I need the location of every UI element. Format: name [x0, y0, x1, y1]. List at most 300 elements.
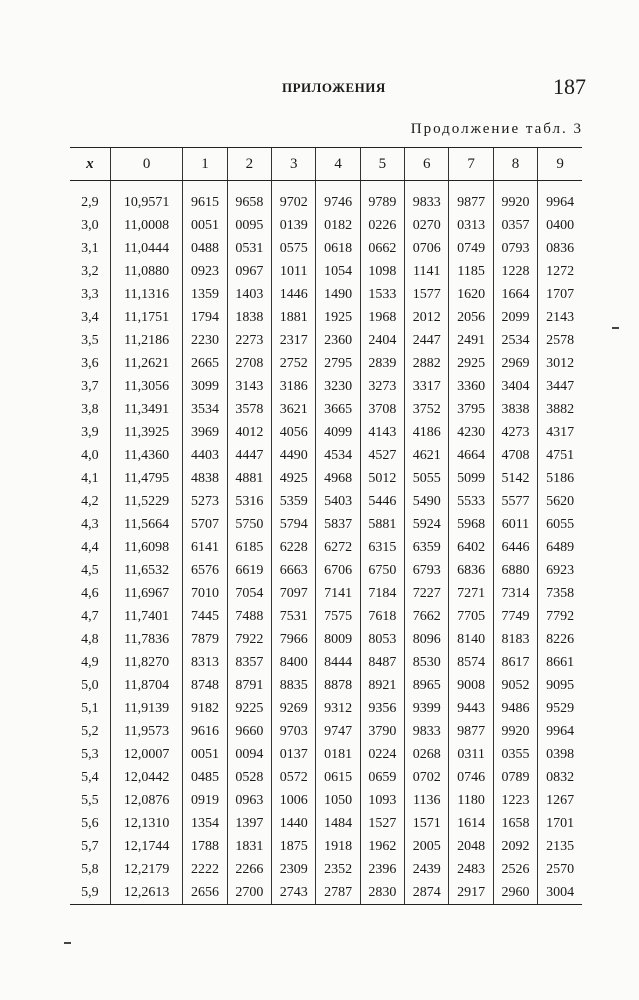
row-x-value: 5,0 [81, 677, 99, 693]
table-cell: 2135 [538, 835, 582, 858]
table-cell: 0702 [405, 766, 449, 789]
table-cell: 8530 [405, 651, 449, 674]
column-header: 6 [405, 148, 449, 181]
table-cell: 7792 [538, 605, 582, 628]
table-cell: 1794 [183, 306, 227, 329]
table-cell: 5577 [493, 490, 537, 513]
table-row [70, 444, 582, 467]
table-cell: 3186 [272, 375, 316, 398]
table-cell: 2012 [405, 306, 449, 329]
table-row [70, 628, 582, 651]
table-cell: 2309 [272, 858, 316, 881]
table-cell: 2795 [316, 352, 360, 375]
table-cell: 4273 [493, 421, 537, 444]
table-cell: 6836 [449, 559, 493, 582]
table-cell: 11,2621 [110, 352, 183, 375]
table-cell: 1658 [493, 812, 537, 835]
table-cell: 1831 [227, 835, 271, 858]
table-cell: 4186 [405, 421, 449, 444]
table-cell: 5968 [449, 513, 493, 536]
table-cell: 0575 [272, 237, 316, 260]
table-cell: 8313 [183, 651, 227, 674]
table-header-row [70, 148, 582, 181]
table-cell: 2917 [449, 881, 493, 905]
row-x-value: 3,0 [81, 217, 99, 233]
row-x-value: 4,8 [81, 631, 99, 647]
table-cell: 5186 [538, 467, 582, 490]
row-x-value: 4,5 [81, 562, 99, 578]
table-row [70, 536, 582, 559]
table-cell: 9877 [449, 181, 493, 215]
table-cell: 10,9571 [110, 181, 183, 215]
row-x-value: 4,4 [81, 539, 99, 555]
table-cell: 4447 [227, 444, 271, 467]
table-cell: 1527 [360, 812, 404, 835]
row-x-value: 5,6 [81, 815, 99, 831]
table-cell: 0789 [493, 766, 537, 789]
table-cell: 3969 [183, 421, 227, 444]
table-cell: 7488 [227, 605, 271, 628]
row-x-value: 5,9 [70, 881, 110, 905]
table-cell: 5924 [405, 513, 449, 536]
table-cell: 8009 [316, 628, 360, 651]
row-x-value: 4,0 [81, 447, 99, 463]
table-cell: 2266 [227, 858, 271, 881]
table-cell: 11,0880 [110, 260, 183, 283]
table-cell: 3882 [538, 398, 582, 421]
table-cell: 5707 [183, 513, 227, 536]
table-cell: 11,9139 [110, 697, 183, 720]
table-cell: 9529 [538, 697, 582, 720]
row-x-value: 3,3 [81, 286, 99, 302]
table-row [70, 260, 582, 283]
column-header: 4 [316, 148, 360, 181]
column-header: 3 [272, 148, 316, 181]
table-cell: 0572 [272, 766, 316, 789]
table-cell: 11,6967 [110, 582, 183, 605]
row-x-value: 5,8 [81, 861, 99, 877]
table-cell: 1185 [449, 260, 493, 283]
table-row [70, 181, 582, 215]
table-cell: 11,2186 [110, 329, 183, 352]
table-cell: 8487 [360, 651, 404, 674]
table-cell: 0313 [449, 214, 493, 237]
table-cell: 2222 [183, 858, 227, 881]
table-cell: 2578 [538, 329, 582, 352]
table-cell: 7314 [493, 582, 537, 605]
table-cell: 9008 [449, 674, 493, 697]
table-cell: 8226 [538, 628, 582, 651]
table-cell: 7749 [493, 605, 537, 628]
table-cell: 6185 [227, 536, 271, 559]
table-cell: 6272 [316, 536, 360, 559]
table-cell: 8617 [493, 651, 537, 674]
table-cell: 2447 [405, 329, 449, 352]
table-cell: 6228 [272, 536, 316, 559]
table-cell: 9182 [183, 697, 227, 720]
table-cell: 8053 [360, 628, 404, 651]
table-body [70, 181, 582, 905]
table-cell: 1925 [316, 306, 360, 329]
table-cell: 9789 [360, 181, 404, 215]
table-cell: 8965 [405, 674, 449, 697]
table-cell: 3360 [449, 375, 493, 398]
margin-mark [612, 327, 619, 329]
table-cell: 5099 [449, 467, 493, 490]
table-cell: 1881 [272, 306, 316, 329]
table-cell: 0531 [227, 237, 271, 260]
table-cell: 4012 [227, 421, 271, 444]
running-header: ПРИЛОЖЕНИЯ [282, 80, 386, 95]
table-row [70, 743, 582, 766]
table-cell: 0051 [183, 214, 227, 237]
table-cell: 1577 [405, 283, 449, 306]
table-cell: 2743 [272, 881, 316, 905]
table-cell: 2404 [360, 329, 404, 352]
row-x-value: 4,3 [81, 516, 99, 532]
table-cell: 0400 [538, 214, 582, 237]
table-cell: 1098 [360, 260, 404, 283]
table-cell: 9964 [538, 181, 582, 215]
table-cell: 9833 [405, 181, 449, 215]
table-cell: 2439 [405, 858, 449, 881]
table-cell: 2708 [227, 352, 271, 375]
table-cell: 11,7836 [110, 628, 183, 651]
table-cell: 9615 [183, 181, 227, 215]
table-cell: 2099 [493, 306, 537, 329]
table-cell: 0836 [538, 237, 582, 260]
table-row [70, 582, 582, 605]
table-cell: 12,1744 [110, 835, 183, 858]
table-cell: 5620 [538, 490, 582, 513]
table-cell: 2839 [360, 352, 404, 375]
table-cell: 0706 [405, 237, 449, 260]
table-row [70, 812, 582, 835]
table-cell: 0224 [360, 743, 404, 766]
table-cell: 8183 [493, 628, 537, 651]
table-cell: 9399 [405, 697, 449, 720]
table-cell: 6793 [405, 559, 449, 582]
table-cell: 0749 [449, 237, 493, 260]
row-x-value: 3,7 [81, 378, 99, 394]
table-cell: 1141 [405, 260, 449, 283]
table-cell: 3012 [538, 352, 582, 375]
table-cell: 9095 [538, 674, 582, 697]
table-cell: 9269 [272, 697, 316, 720]
table-cell: 1359 [183, 283, 227, 306]
table-cell: 1620 [449, 283, 493, 306]
table-cell: 1397 [227, 812, 271, 835]
table-cell: 7966 [272, 628, 316, 651]
table-cell: 0662 [360, 237, 404, 260]
table-cell: 2830 [360, 881, 404, 905]
table-cell: 11,0444 [110, 237, 183, 260]
table-cell: 6923 [538, 559, 582, 582]
table-cell: 2273 [227, 329, 271, 352]
table-cell: 4230 [449, 421, 493, 444]
table-cell: 0268 [405, 743, 449, 766]
table-cell: 2396 [360, 858, 404, 881]
table-cell: 3534 [183, 398, 227, 421]
table-row [70, 398, 582, 421]
table-cell: 9616 [183, 720, 227, 743]
table-cell: 0139 [272, 214, 316, 237]
row-x-value: 5,4 [81, 769, 99, 785]
row-x-value: 5,7 [81, 838, 99, 854]
row-x-value: 5,5 [81, 792, 99, 808]
table-cell: 1180 [449, 789, 493, 812]
table-cell: 7618 [360, 605, 404, 628]
table-cell: 5794 [272, 513, 316, 536]
table-cell: 0963 [227, 789, 271, 812]
table-row [70, 605, 582, 628]
table-cell: 12,1310 [110, 812, 183, 835]
table-cell: 6750 [360, 559, 404, 582]
table-cell: 3790 [360, 720, 404, 743]
table-cell: 8878 [316, 674, 360, 697]
table-cell: 0095 [227, 214, 271, 237]
table-cell: 4317 [538, 421, 582, 444]
table-cell: 2925 [449, 352, 493, 375]
table-cell: 3752 [405, 398, 449, 421]
table-cell: 8835 [272, 674, 316, 697]
table-cell: 8096 [405, 628, 449, 651]
table-cell: 2874 [405, 881, 449, 905]
table-cell: 1968 [360, 306, 404, 329]
table-cell: 3004 [538, 881, 582, 905]
row-x-value: 3,9 [81, 424, 99, 440]
table-cell: 11,4360 [110, 444, 183, 467]
table-cell: 7227 [405, 582, 449, 605]
table-cell: 1664 [493, 283, 537, 306]
table-cell: 9964 [538, 720, 582, 743]
table-cell: 9877 [449, 720, 493, 743]
table-cell: 1354 [183, 812, 227, 835]
table-cell: 8661 [538, 651, 582, 674]
table-cell: 0923 [183, 260, 227, 283]
table-cell: 9660 [227, 720, 271, 743]
column-header: 8 [493, 148, 537, 181]
table-cell: 1701 [538, 812, 582, 835]
table-cell: 6315 [360, 536, 404, 559]
table-cell: 1838 [227, 306, 271, 329]
table-cell: 1403 [227, 283, 271, 306]
table-cell: 7922 [227, 628, 271, 651]
table-cell: 2056 [449, 306, 493, 329]
table-cell: 1050 [316, 789, 360, 812]
table-cell: 6489 [538, 536, 582, 559]
row-x-value: 4,7 [81, 608, 99, 624]
table-cell: 2656 [183, 881, 227, 905]
table-cell: 2143 [538, 306, 582, 329]
table-cell: 6011 [493, 513, 537, 536]
table-row [70, 835, 582, 858]
table-cell: 0311 [449, 743, 493, 766]
table-cell: 8357 [227, 651, 271, 674]
table-cell: 2969 [493, 352, 537, 375]
table-cell: 6576 [183, 559, 227, 582]
table-cell: 1875 [272, 835, 316, 858]
table-cell: 0832 [538, 766, 582, 789]
table-cell: 3143 [227, 375, 271, 398]
table-continuation-caption: Продолжение табл. 3 [410, 121, 583, 137]
column-header: 5 [360, 148, 404, 181]
table-cell: 4968 [316, 467, 360, 490]
row-x-value: 3,4 [81, 309, 99, 325]
table-cell: 1707 [538, 283, 582, 306]
row-x-value: 3,6 [81, 355, 99, 371]
table-cell: 9746 [316, 181, 360, 215]
table-cell: 1490 [316, 283, 360, 306]
table-cell: 9356 [360, 697, 404, 720]
table-cell: 3621 [272, 398, 316, 421]
table-cell: 11,8270 [110, 651, 183, 674]
table-cell: 0270 [405, 214, 449, 237]
table-row [70, 306, 582, 329]
table-cell: 5533 [449, 490, 493, 513]
table-cell: 6359 [405, 536, 449, 559]
column-header: 2 [227, 148, 271, 181]
table-cell: 11,9573 [110, 720, 183, 743]
table-cell: 1272 [538, 260, 582, 283]
table-cell: 0226 [360, 214, 404, 237]
table-row [70, 881, 582, 905]
table-cell: 1533 [360, 283, 404, 306]
table-row [70, 720, 582, 743]
table-cell: 0051 [183, 743, 227, 766]
table-cell: 1228 [493, 260, 537, 283]
table-cell: 2700 [227, 881, 271, 905]
table-cell: 9443 [449, 697, 493, 720]
table-row [70, 674, 582, 697]
table-cell: 12,2613 [110, 881, 183, 905]
table-row [70, 421, 582, 444]
row-x-value: 4,6 [81, 585, 99, 601]
column-header: x [70, 148, 110, 181]
table-cell: 5446 [360, 490, 404, 513]
table-cell: 11,1316 [110, 283, 183, 306]
table-cell: 0181 [316, 743, 360, 766]
table-cell: 3665 [316, 398, 360, 421]
table-cell: 1011 [272, 260, 316, 283]
table-cell: 5142 [493, 467, 537, 490]
table-cell: 8748 [183, 674, 227, 697]
table-cell: 5490 [405, 490, 449, 513]
table-cell: 7662 [405, 605, 449, 628]
table-cell: 3230 [316, 375, 360, 398]
table-cell: 0618 [316, 237, 360, 260]
table-cell: 1614 [449, 812, 493, 835]
table-row [70, 858, 582, 881]
table-cell: 12,0876 [110, 789, 183, 812]
table-cell: 5316 [227, 490, 271, 513]
table-cell: 2960 [493, 881, 537, 905]
table-row [70, 789, 582, 812]
table-cell: 7358 [538, 582, 582, 605]
table-cell: 1093 [360, 789, 404, 812]
table-cell: 8140 [449, 628, 493, 651]
column-header: 0 [110, 148, 183, 181]
table-cell: 11,6098 [110, 536, 183, 559]
table-cell: 7097 [272, 582, 316, 605]
table-cell: 1006 [272, 789, 316, 812]
table-cell: 4708 [493, 444, 537, 467]
table-cell: 2005 [405, 835, 449, 858]
table-cell: 12,2179 [110, 858, 183, 881]
table-row [70, 214, 582, 237]
table-cell: 7271 [449, 582, 493, 605]
table-cell: 0485 [183, 766, 227, 789]
table-cell: 2352 [316, 858, 360, 881]
table-cell: 2534 [493, 329, 537, 352]
table-cell: 9052 [493, 674, 537, 697]
row-x-value: 2,9 [81, 194, 99, 210]
table-cell: 9312 [316, 697, 360, 720]
table-cell: 9658 [227, 181, 271, 215]
table-cell: 0355 [493, 743, 537, 766]
table-cell: 1788 [183, 835, 227, 858]
table-cell: 5055 [405, 467, 449, 490]
table-cell: 2882 [405, 352, 449, 375]
column-header: 9 [538, 148, 582, 181]
row-x-value: 5,3 [81, 746, 99, 762]
table-cell: 4403 [183, 444, 227, 467]
page-number: 187 [553, 74, 586, 99]
table-cell: 11,5229 [110, 490, 183, 513]
table-cell: 8921 [360, 674, 404, 697]
table-cell: 7054 [227, 582, 271, 605]
row-x-value: 4,9 [81, 654, 99, 670]
table-cell: 11,4795 [110, 467, 183, 490]
table-cell: 2360 [316, 329, 360, 352]
table-cell: 2092 [493, 835, 537, 858]
table-cell: 11,3056 [110, 375, 183, 398]
table-cell: 4664 [449, 444, 493, 467]
table-row [70, 283, 582, 306]
table-cell: 0488 [183, 237, 227, 260]
table-cell: 9747 [316, 720, 360, 743]
table-cell: 7184 [360, 582, 404, 605]
row-x-value: 3,2 [81, 263, 99, 279]
table-cell: 2752 [272, 352, 316, 375]
table-cell: 2526 [493, 858, 537, 881]
table-cell: 3404 [493, 375, 537, 398]
table-cell: 5750 [227, 513, 271, 536]
table-cell: 8400 [272, 651, 316, 674]
table-cell: 1918 [316, 835, 360, 858]
table-cell: 12,0007 [110, 743, 183, 766]
column-header: 1 [183, 148, 227, 181]
table-cell: 0919 [183, 789, 227, 812]
table-cell: 0793 [493, 237, 537, 260]
table-cell: 9225 [227, 697, 271, 720]
table-cell: 9833 [405, 720, 449, 743]
table-cell: 4925 [272, 467, 316, 490]
table-cell: 4143 [360, 421, 404, 444]
table-cell: 7445 [183, 605, 227, 628]
table-cell: 0182 [316, 214, 360, 237]
table-row [70, 375, 582, 398]
table-cell: 5273 [183, 490, 227, 513]
table-row [70, 352, 582, 375]
table-cell: 4527 [360, 444, 404, 467]
table-cell: 6880 [493, 559, 537, 582]
table-cell: 9702 [272, 181, 316, 215]
table-cell: 4751 [538, 444, 582, 467]
table-cell: 2317 [272, 329, 316, 352]
table-cell: 5359 [272, 490, 316, 513]
table-cell: 11,3491 [110, 398, 183, 421]
